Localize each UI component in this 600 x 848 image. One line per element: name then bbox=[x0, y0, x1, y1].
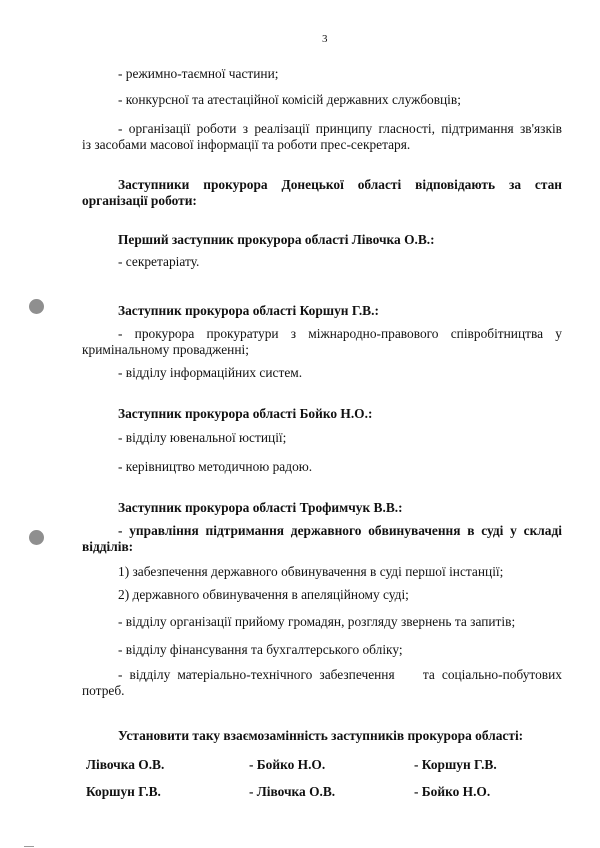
intro-item: - режимно-таємної частини; bbox=[118, 66, 279, 81]
deputy-boiko-item: - керівництво методичною радою. bbox=[118, 459, 313, 474]
deputy-trofymchuk-item-line: потреб. bbox=[82, 683, 125, 698]
deputy-trofymchuk-dept-line: - управління підтримання державного обвинувачення в суді у складі bbox=[118, 523, 562, 538]
page-number: 3 bbox=[322, 33, 328, 45]
deputy-trofymchuk-sub-item: 2) державного обвинувачення в апеляційному суді; bbox=[118, 587, 409, 602]
deputy-boiko-item: - відділу ювенальної юстиції; bbox=[118, 430, 287, 445]
deputy-korshun-item: - відділу інформаційних систем. bbox=[118, 365, 303, 380]
interchange-cell: Коршун Г.В. bbox=[86, 784, 161, 799]
deputy-trofymchuk-sub-item: 1) забезпечення державного обвинувачення в суді першої інстанції; bbox=[118, 564, 504, 579]
intro-paragraph-line: - організації роботи з реалізації принципу гласності, підтримання зв'язків bbox=[118, 121, 562, 136]
intro-paragraph-line: із засобами масової інформації та роботи прес-секретаря. bbox=[82, 137, 411, 152]
deputy-trofymchuk-title: Заступник прокурора області Трофимчук В.В.: bbox=[118, 500, 403, 515]
punch-hole bbox=[29, 530, 44, 545]
interchange-cell: - Лівочка О.В. bbox=[249, 784, 336, 799]
interchange-heading: Установити таку взаємозамінність заступників прокурора області: bbox=[118, 728, 524, 743]
deputies-heading-line: Заступники прокурора Донецької області відповідають за стан bbox=[118, 177, 562, 192]
scan-mark bbox=[24, 846, 34, 847]
deputy-trofymchuk-item: - відділу фінансування та бухгалтерського обліку; bbox=[118, 642, 403, 657]
interchange-cell: - Бойко Н.О. bbox=[414, 784, 491, 799]
deputy-korshun-title: Заступник прокурора області Коршун Г.В.: bbox=[118, 303, 379, 318]
interchange-cell: Лівочка О.В. bbox=[86, 757, 165, 772]
punch-hole bbox=[29, 299, 44, 314]
first-deputy-title: Перший заступник прокурора області Лівочка О.В.: bbox=[118, 232, 435, 247]
deputy-trofymchuk-dept-line: відділів: bbox=[82, 539, 134, 554]
deputy-korshun-item-line: кримінальному провадженні; bbox=[82, 342, 249, 357]
deputy-trofymchuk-item-line: - відділу матеріально-технічного забезпечення та соціально-побутових bbox=[118, 667, 562, 682]
deputy-korshun-item-line: - прокурора прокуратури з міжнародно-правового співробітництва у bbox=[118, 326, 562, 341]
deputy-trofymchuk-item: - відділу організації прийому громадян, розгляду звернень та запитів; bbox=[118, 614, 516, 629]
interchange-cell: - Бойко Н.О. bbox=[249, 757, 326, 772]
first-deputy-item: - секретаріату. bbox=[118, 254, 200, 269]
deputy-boiko-title: Заступник прокурора області Бойко Н.О.: bbox=[118, 406, 373, 421]
interchange-cell: - Коршун Г.В. bbox=[414, 757, 497, 772]
deputies-heading-line: організації роботи: bbox=[82, 193, 197, 208]
intro-item: - конкурсної та атестаційної комісій державних службовців; bbox=[118, 92, 461, 107]
